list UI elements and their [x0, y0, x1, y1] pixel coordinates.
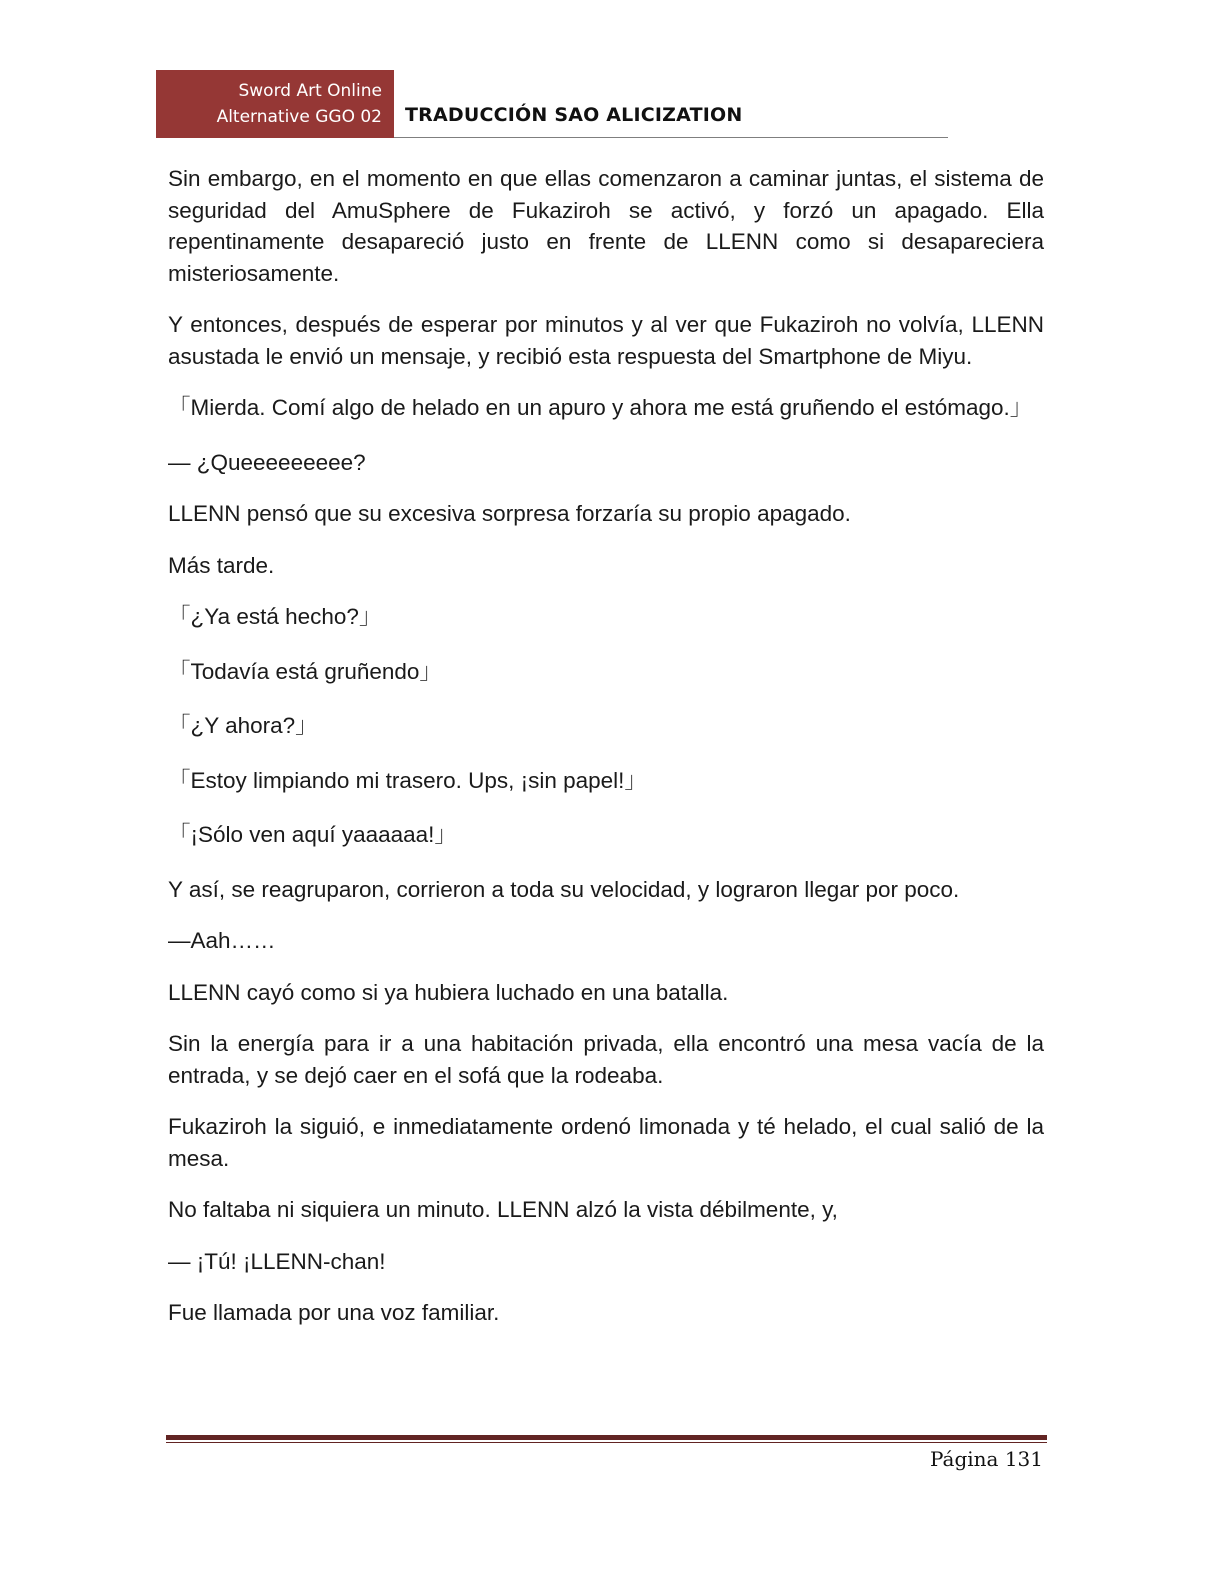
- footer-rule-thin: [166, 1442, 1047, 1443]
- paragraph-18: — ¡Tú! ¡LLENN-chan!: [168, 1248, 386, 1274]
- paragraph-3: 「Mierda. Comí algo de helado en un apuro y ahora me está gruñendo el estómago.」: [168, 395, 1033, 420]
- paragraph-13: —Aah……: [168, 928, 276, 953]
- page-body: [168, 163, 1044, 1349]
- paragraph-6: Más tarde.: [168, 552, 275, 578]
- paragraph-11: 「¡Sólo ven aquí yaaaaaa!」: [168, 822, 457, 847]
- paragraph-12: Y así, se reagruparon, corrieron a toda su velocidad, y lograron llegar por poco.: [168, 876, 960, 902]
- paragraph-17: No faltaba ni siquiera un minuto. LLENN alzó la vista débilmente, y,: [168, 1197, 838, 1222]
- paragraph-2: Y entonces, después de esperar por minutos y al ver que Fukaziroh no volvía, LLENN asustada le envió un mensaje, y recibió esta respuesta del Smartphone de Miyu.: [168, 312, 1044, 369]
- translation-group-title: TRADUCCIÓN SAO ALICIZATION: [405, 104, 743, 126]
- paragraph-4: — ¿Queeeeeeeee?: [168, 449, 366, 475]
- footer-rule-thick: [166, 1435, 1047, 1440]
- series-title-line2: Alternative GGO 02: [216, 107, 382, 127]
- series-title-line1: Sword Art Online: [238, 81, 382, 101]
- paragraph-9: 「¿Y ahora?」: [168, 713, 318, 738]
- paragraph-1: Sin embargo, en el momento en que ellas comenzaron a caminar juntas, el sistema de seguridad del AmuSphere de Fukaziroh se activó, y forzó un apagado. Ella repentinamente desapareció justo en frente de LLENN como si desapareciera misteriosamente.: [168, 166, 1044, 286]
- page-number: Página 131: [929, 1447, 1043, 1471]
- page-header: [156, 70, 948, 138]
- paragraph-8: 「Todavía está gruñendo」: [168, 658, 442, 684]
- series-title-box: [156, 70, 394, 138]
- paragraph-16: Fukaziroh la siguió, e inmediatamente ordenó limonada y té helado, el cual salió de la mesa.: [168, 1114, 1044, 1171]
- header-rule: [394, 137, 948, 138]
- paragraph-5: LLENN pensó que su excesiva sorpresa forzaría su propio apagado.: [168, 501, 851, 526]
- paragraph-14: LLENN cayó como si ya hubiera luchado en una batalla.: [168, 979, 729, 1005]
- paragraph-10: 「Estoy limpiando mi trasero. Ups, ¡sin papel!」: [168, 767, 647, 793]
- paragraph-7: 「¿Ya está hecho?」: [168, 604, 382, 629]
- paragraph-15: Sin la energía para ir a una habitación privada, ella encontró una mesa vacía de la entrada, y se dejó caer en el sofá que la rodeaba.: [168, 1031, 1044, 1088]
- paragraph-19: Fue llamada por una voz familiar.: [168, 1300, 500, 1325]
